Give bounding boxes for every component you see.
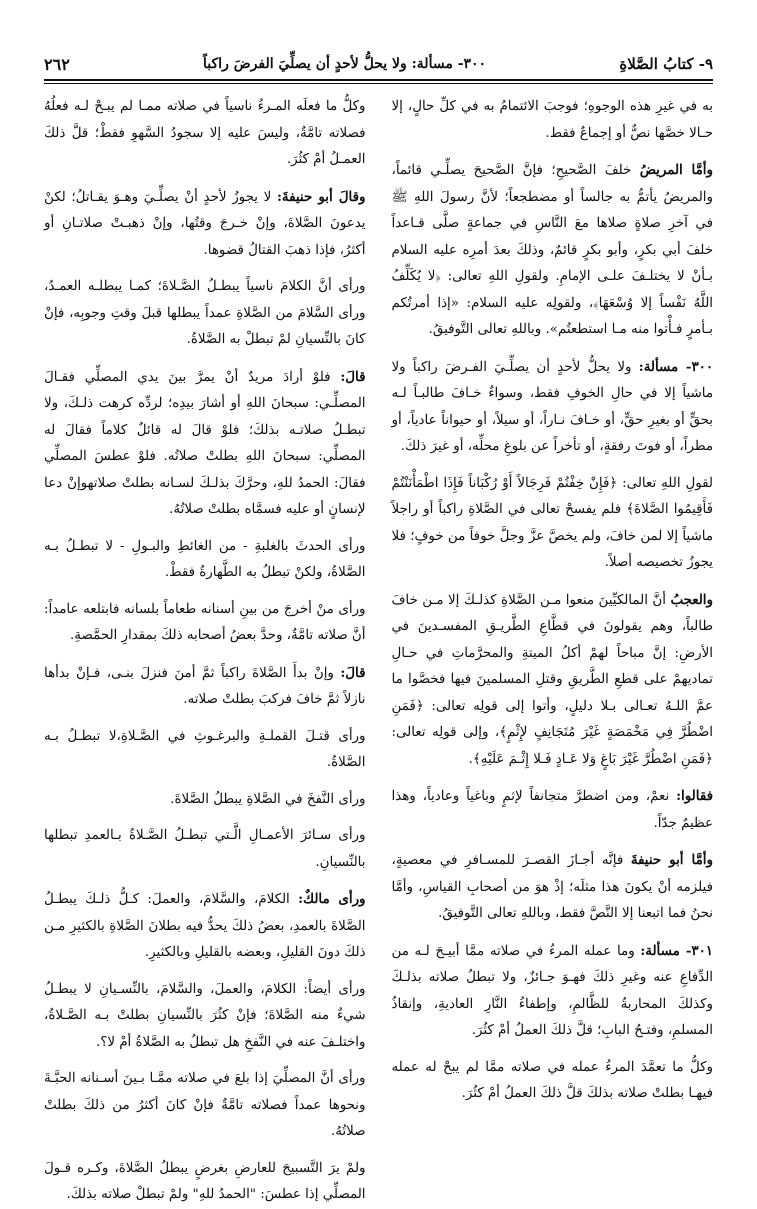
- paragraph: [44, 787, 366, 814]
- paragraph: [392, 471, 714, 577]
- paragraph-lead: قالَ:: [340, 368, 366, 385]
- paragraph-lead: والعجبُ: [670, 591, 713, 608]
- paragraph: [44, 823, 366, 876]
- paragraph: [44, 184, 366, 265]
- paragraph: [392, 1055, 714, 1108]
- paragraph: [44, 660, 366, 714]
- paragraph-text: فلوْ أرادَ مريدٌ أنْ يمرَّ بينَ يدي المصلِّي فقـالَ المصلِّـي: سبحانَ اللهِ أو أشارَ بيدِه؛ لردِّه كرهت ذلـكَ، ولا تبطـلُ صلاتـه بذلكَ؛ فلوْ قالَ له قائلٌ كلاماً فقالَ له المصلِّي: سبحانَ اللهِ بطلتْ صلاتُه. فلوْ عطسَ المصلِّي فقالَ: الحمدُ للهِ، وحرَّكَ بذلـكَ لسـانه بطلتْ صلاتهوإنْ دعا لإنسانٍ أو عليه فسمَّاه بطلتْ صلاتُهُ.: [44, 369, 366, 517]
- paragraph-text: أنَّ المالكيِّينَ منعوا مـن الصَّلاةِ كذلـكَ إلا مـن خافَ طالباً، وهم يقولونَ في قطَّاعِ الطَّريـقِ المفسـدينَ في الأرضِ: إنَّ مباحاً لهمْ أكلُ الميتةِ والمحرَّماتِ في حـالِ تماديهمْ على قطعِ الطَّريقِ وقتلِ المسلمينَ فيها فخصَّوا ما عمَّ اللـهُ تعـالى بـلا دليلٍ، وأتوا إلى قولِه تعالى: ﴿فَمَنِ اضْطُرَّ فِي مَخْمَصَةٍ غَيْرَ مُتَجَانِفٍ لإِثْمٍ﴾، وإلى قولِه تعالى: ﴿فَمَنِ اضْطُرَّ غَيْرَ بَاغٍ وَلا عَـادٍ فَـلا إِثْـمَ عَلَيْهِ﴾.: [391, 592, 713, 767]
- header-rule-thin: [44, 83, 713, 84]
- paragraph: [392, 847, 714, 928]
- paragraph-lead: قالَ:: [340, 664, 366, 681]
- paragraph-text: ورأى منْ أخرجَ من بينِ أسنانه طعاماً بلسانه فابتلعه عامداً: أنَّ صلاته تامَّةٌ، وحدَّ بعضُ أصحابه ذلكَ بمقدارِ الحمَّصةِ.: [44, 601, 366, 643]
- paragraph-text: ورأى النَّفخَ في الصَّلاةِ يبطلُ الصَّلاةَ.: [170, 791, 366, 807]
- paragraph: [44, 597, 366, 650]
- paragraph: [392, 354, 714, 461]
- left-column: [44, 94, 366, 1202]
- paragraph-lead: ورأى مالكٌ:: [298, 891, 366, 907]
- paragraph-text: الكلامَ، والسَّلامَ، والعملَ: كـلُّ ذلـكَ يبطـلُ الصَّلاةَ بالعمدِ، بعضُ ذلكَ يحدُّ فيه بطلانَ الصَّلاةِ بالكثيرِ مـن ذلكَ دونَ القليلِ، وبعضه بالقليلِ وبالكثيرِ.: [44, 892, 366, 960]
- paragraph-text: خلفَ الصَّحيحِ؛ فإنَّ الصَّحيحَ يصلِّـي قائماً، والمريضُ يأتمُّ به جالساً أو مضطجعاً؛ لأنَّ رسولَ اللهِ ﷺ في آخرِ صلاةٍ صلاها معَ النَّاسِ في جماعةٍ صلَّى قـاعداً خلفَ أبي بكرٍ، وأبو بكرٍ قائمٌ، وذلكَ بعدَ أمرِه عليه السلام بـأنْ لا يختلـفَ علـى الإمامِ. ولقولِ اللهِ تعالى: ﴿لا يُكَلِّفُ اللَّهُ نَفْساً إلا وُسْعَهَا﴾، ولقولِه عليه السلام: «إذا أمرتُكم بـأمرٍ فـأْتوا منه مـا استطعتُم». وباللهِ تعالى التَّوفيقُ.: [391, 163, 713, 337]
- paragraph-lead: فقالوا:: [676, 788, 714, 804]
- paragraph: [44, 534, 366, 587]
- paragraph-lead: ٣٠٠- مسألة:: [638, 358, 714, 375]
- paragraph-text: نعمْ، ومن اضطرَّ متجانفاً لإثمٍ وباغياً وعادياً، وهذا عظيمٌ جدّاً.: [391, 789, 713, 831]
- paragraph-text: وما عمله المرءُ في صلاته ممَّا أبيـحَ لـه من الدِّفاعِ عنه وغيرِ ذلكَ فهـوَ جـائزٌ، ولا تبطلُ صلاته بذلـكَ وكذلكَ المحاربةُ للظَّالمِ، وإطفاءُ النَّارِ العاديةِ، وإنقاذُ المسلمِ، وفتـحُ البابِ؛ قلَّ ذلكَ العملُ أمْ كثُرَ.: [391, 943, 713, 1038]
- paragraph-text: لا يجوزُ لأحدٍ أنْ يصلِّـيَ وهـوَ يقـاتلُ؛ لكنْ يدعونَ الصَّلاةَ، وإنْ خـرجَ وقتُها، وإنْ ذهبـتْ صلاتـانِ أو أكثرُ، فإذا ذهبَ القتالُ قضوها.: [44, 189, 366, 258]
- paragraph-text: ورأى الحدثَ بالغلبةِ - من الغائطِ والبـولِ - لا تبطـلُ بـه الصَّلاةُ، ولكنْ تبطلُ به الطَّهارةُ فقطْ.: [44, 538, 366, 580]
- paragraph: [44, 977, 366, 1057]
- paragraph-text: به في غيرِ هذه الوجوهِ؛ فوجبَ الائتمامُ به في كلِّ حالٍ، إلا حـالا خصَّها نصٌّ أو إجماعٌ فقط.: [391, 99, 713, 141]
- paragraph-text: ورأى سـائرَ الأعمـالِ الَّـتي تبطـلُ الصَّـلاةُ بـالعمدِ تبطلها بالنِّسيانِ.: [44, 828, 366, 870]
- paragraph-text: فإنَّه أجـازَ القصـرَ للمسـافرِ في معصيةٍ، فيلزمه أنْ يكونَ هذا مثلَه؛ إذْ هوَ من أصحابِ القياسِ، وأمَّا نحنُ فما اتبعنا إلا النَّصَّ فقط، وباللهِ تعالى التَّوفيقُ.: [391, 853, 713, 921]
- header-rule: [44, 79, 713, 81]
- paragraph-text: ورأى أيضاً: الكلامَ، والعملَ، والسَّلامَ، بالنِّسـيانِ لا يبطـلُ شيءٌ منه الصَّلاةَ؛ فإنْ كثُرَ بالنِّسيانِ بطلتْ بـه الصَّـلاةُ، واختلـفَ عنه في النَّفخِ هل تبطلُ به الصَّلاةُ أمْ لا؟.: [44, 981, 366, 1050]
- paragraph-text: لقولِ اللهِ تعالى: ﴿فَإِنْ خِفْتُمْ فَرِجَالاً أَوْ رُكْبَاناً فَإِذَا اطْمَأْنَنْتُمْ فَأَقِيمُوا الصَّلاةَ﴾ فلم يفسحْ تعالى في الصَّلاةِ راكباً أو راجلاً ماشياً إلا لمن خافَ، ولم يخصَّ عزَّ وجلَّ خوفاً من خوفٍ؛ فلا يجوزُ تخصيصه أصلاً.: [391, 475, 713, 570]
- paragraph: [392, 94, 714, 147]
- paragraph: [392, 783, 714, 837]
- paragraph: [44, 1066, 366, 1146]
- paragraph-text: وإنْ بدأَ الصَّلاةَ راكباً ثمَّ أمنَ فنزلَ بنـى، فـإنْ بدأها نازلاً ثمَّ خافَ فركبَ بطلتْ صلاته.: [44, 665, 366, 707]
- paragraph: [392, 587, 714, 774]
- paragraph-lead: وأمَّا المريضُ: [639, 162, 713, 178]
- paragraph-text: ولا يحلُّ لأحدٍ أن يصلِّـيَ الفـرضَ راكباً ولا ماشياً إلا في حالِ الخوفِ فقط، وسواءٌ خـافَ طالبـاً لـه بحقٍّ أو بغيرِ حقٍّ، أو خـافَ نـاراً، أو سيلاً، أو حيواناً عادياً، أو مطراً، أو فوتَ رفقةٍ، أو تأخراً عن بلوغِ محلِّه، أو غيرَ ذلكَ.: [391, 359, 713, 454]
- page-number: ٢٦٢: [44, 54, 70, 74]
- paragraph: [44, 364, 366, 524]
- paragraph-lead: ٣٠١- مسألة:: [640, 942, 713, 959]
- paragraph: [44, 1156, 366, 1209]
- paragraph: [44, 274, 366, 354]
- paragraph-text: وكلُّ ما فعلَه المـرءُ ناسياً في صلاته ممـا لم يبـحْ لـه فعلُهُ فصلاته تامَّةٌ، وليسَ عليه إلا سجودُ السَّهوِ فقطْ؛ قلَّ ذلكَ العمـلُ أمْ كثُرَ.: [44, 99, 366, 167]
- paragraph: [392, 938, 714, 1045]
- running-title: ٣٠٠- مسألة: ولا يحلُّ لأحدٍ أن يصلِّيَ الفرضَ راكباً: [203, 56, 487, 72]
- paragraph: [44, 94, 366, 174]
- paragraph-lead: وأمَّا أبو حنيفةَ: [630, 852, 713, 868]
- paragraph-text: ورأى قتـلَ القملـةِ والبرغـوثِ في الصَّـلاةِ،لا تبطـلُ بـه الصَّلاةُ.: [44, 728, 366, 770]
- chapter-title: ٩- كتابُ الصَّلاةِ: [619, 55, 713, 73]
- paragraph-text: ولمْ يرَ التَّسبيحَ للعارضِ بغرضٍ يبطلُ الصَّلاةَ، وكـره قـولَ المصلِّي إذا عطسَ: "الحمدُ للهِ" ولمْ تبطلْ صلاته بذلكَ.: [44, 1160, 366, 1202]
- paragraph-text: وكلُّ ما تعمَّدَ المرءُ عمله في صلاته ممَّا لم يبحْ له عمله فيهـا بطلتْ صلاته بذلكَ قلَّ ذلكَ العملُ أمْ كثُرَ.: [391, 1059, 713, 1101]
- paragraph-lead: وقالَ أبو حنيفةَ:: [276, 188, 366, 205]
- paragraph-text: ورأى أنَّ المصلِّيَ إذا بلعَ في صلاته ممَّـا بـينَ أسـنانه الحبَّـةَ ونحوها عمداً فصلاته تامَّةٌ فإنْ كانَ أكثرُ من ذلكَ بطلتْ صلاتُهُ.: [44, 1071, 366, 1139]
- paragraph: [44, 724, 366, 777]
- paragraph: [392, 157, 714, 344]
- right-column: [391, 94, 714, 1101]
- text-columns: [44, 94, 714, 1202]
- page-header: [44, 52, 713, 76]
- paragraph: [44, 886, 366, 967]
- paragraph-text: ورأى أنَّ الكلامَ ناسياً يبطـلُ الصَّـلاةَ؛ كمـا يبطلـه العمـدُ، ورأى السَّلامَ من الصَّلاةِ عمداً يبطلها قبلَ وقتِ وجوبِه، فإنْ كانَ بالنِّسيانِ لمْ تبطلْ به الصَّلاةُ.: [44, 279, 366, 347]
